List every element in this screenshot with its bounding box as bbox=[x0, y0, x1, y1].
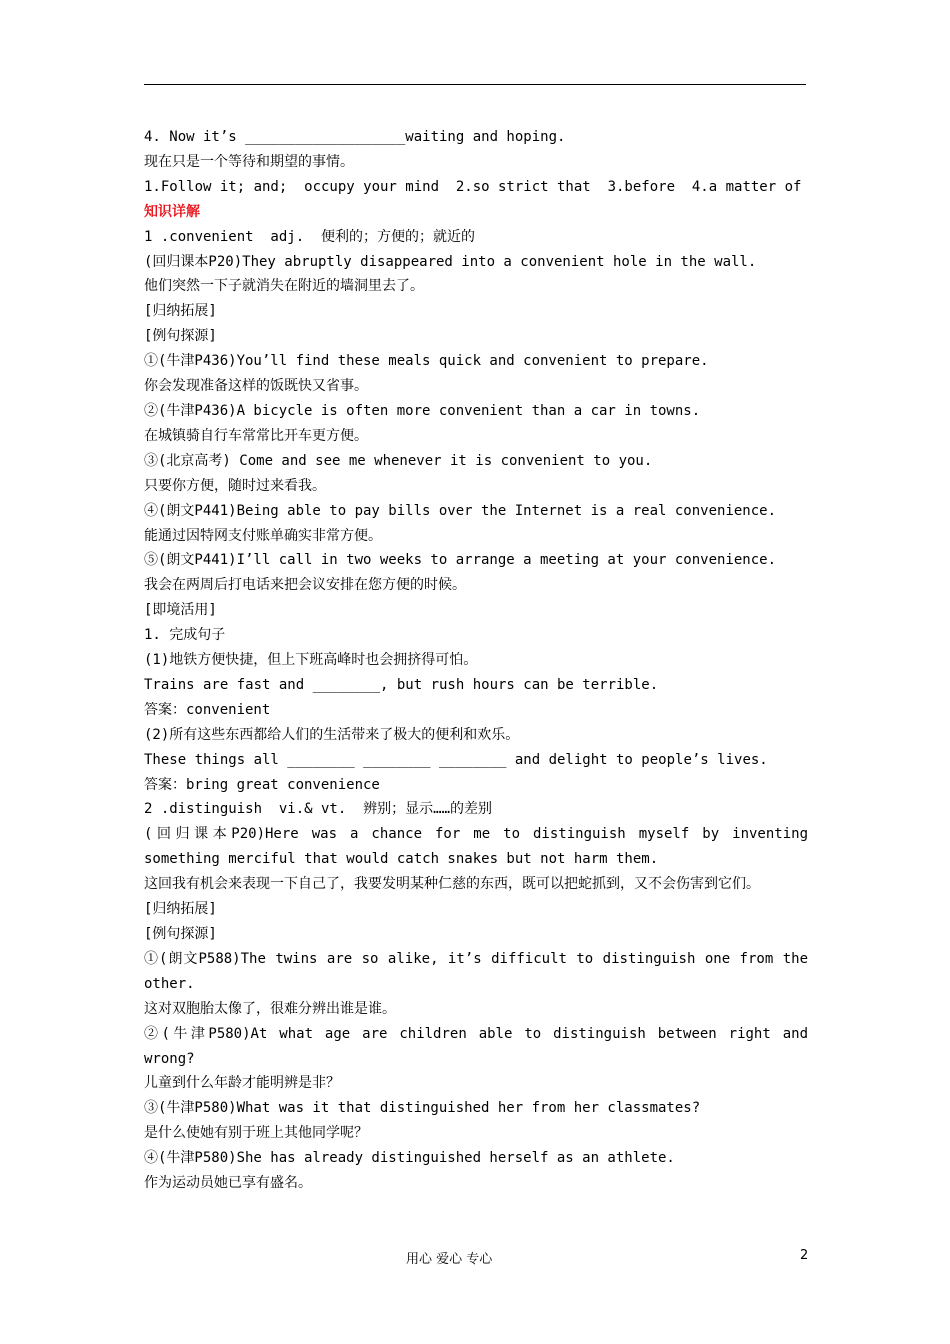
subsection-label: [即境活用] bbox=[144, 602, 217, 619]
vocab-entry-distinguish: 2 .distinguish vi.& vt. 辨别；显示……的差别 bbox=[144, 801, 493, 818]
exercise-4-sentence: 4. Now it’s ___________________waiting and hoping. bbox=[144, 129, 566, 145]
footer-motto: 用心 爱心 专心 bbox=[406, 1252, 493, 1267]
example-translation: 是什么使她有别于班上其他同学呢？ bbox=[144, 1125, 368, 1142]
example-translation: 儿童到什么年龄才能明辨是非？ bbox=[144, 1075, 340, 1092]
example-sentence: ①(朗文P588)The twins are so alike, it’s difficult to distinguish one from the other. bbox=[144, 950, 808, 992]
example-translation: 你会发现准备这样的饭既快又省事。 bbox=[144, 378, 368, 395]
example-translation: 作为运动员她已享有盛名。 bbox=[144, 1175, 312, 1192]
exercise-sentence: Trains are fast and ________, but rush hours can be terrible. bbox=[144, 676, 659, 693]
header-rule bbox=[144, 84, 806, 85]
example-sentence: ②(牛津P580)At what age are children able to distinguish between right and wrong? bbox=[144, 1025, 808, 1067]
textbook-translation: 这回我有机会来表现一下自己了，我要发明某种仁慈的东西，既可以把蛇抓到，又不会伤害到它们。 bbox=[144, 876, 760, 893]
example-translation: 能通过因特网支付账单确实非常方便。 bbox=[144, 527, 382, 544]
example-sentence: ②(牛津P436)A bicycle is often more convenient than a car in towns. bbox=[144, 402, 701, 419]
example-sentence: ④(朗文P441)Being able to pay bills over the Internet is a real convenience. bbox=[144, 502, 777, 519]
section-heading: 知识详解 bbox=[144, 203, 200, 220]
vocab-entry-convenient: 1 .convenient adj. 便利的；方便的；就近的 bbox=[144, 228, 476, 245]
exercise-prompt: (2)所有这些东西都给人们的生活带来了极大的便利和欢乐。 bbox=[144, 726, 520, 743]
answer-key: 1.Follow it; and; occupy your mind 2.so strict that 3.before 4.a matter of bbox=[144, 178, 802, 195]
subsection-label: [例句探源] bbox=[144, 926, 217, 942]
example-sentence: ③(北京高考) Come and see me whenever it is convenient to you. bbox=[144, 452, 653, 469]
subsection-label: [归纳拓展] bbox=[144, 303, 217, 320]
textbook-translation: 他们突然一下子就消失在附近的墙洞里去了。 bbox=[144, 278, 424, 295]
example-translation: 这对双胞胎太像了，很难分辨出谁是谁。 bbox=[144, 1000, 396, 1017]
textbook-example: (回归课本P20)They abruptly disappeared into a convenient hole in the wall. bbox=[144, 253, 757, 270]
subsection-label: [例句探源] bbox=[144, 328, 217, 345]
example-sentence: ①(牛津P436)You’ll find these meals quick and convenient to prepare. bbox=[144, 353, 709, 370]
example-sentence: ③(牛津P580)What was it that distinguished her from her classmates? bbox=[144, 1100, 701, 1117]
exercise-4-translation: 现在只是一个等待和期望的事情。 bbox=[144, 153, 354, 170]
exercise-title: 1. 完成句子 bbox=[144, 627, 226, 644]
subsection-label: [归纳拓展] bbox=[144, 901, 217, 918]
exercise-answer: 答案：convenient bbox=[144, 701, 271, 718]
example-translation: 我会在两周后打电话来把会议安排在您方便的时候。 bbox=[144, 577, 466, 594]
exercise-sentence: These things all ________ ________ ________ and delight to people’s lives. bbox=[144, 751, 768, 768]
textbook-example: (回归课本P20)Here was a chance for me to distinguish myself by inventing something merciful that would catch snakes but not harm them. bbox=[144, 826, 808, 868]
example-translation: 只要你方便，随时过来看我。 bbox=[144, 477, 326, 494]
example-sentence: ④(牛津P580)She has already distinguished herself as an athlete. bbox=[144, 1150, 675, 1167]
document-body bbox=[144, 125, 808, 1196]
page-number: 2 bbox=[800, 1248, 809, 1263]
exercise-answer: 答案：bring great convenience bbox=[144, 776, 380, 793]
example-sentence: ⑤(朗文P441)I’ll call in two weeks to arrange a meeting at your convenience. bbox=[144, 552, 777, 569]
example-translation: 在城镇骑自行车常常比开车更方便。 bbox=[144, 427, 368, 444]
exercise-prompt: (1)地铁方便快捷，但上下班高峰时也会拥挤得可怕。 bbox=[144, 652, 478, 669]
